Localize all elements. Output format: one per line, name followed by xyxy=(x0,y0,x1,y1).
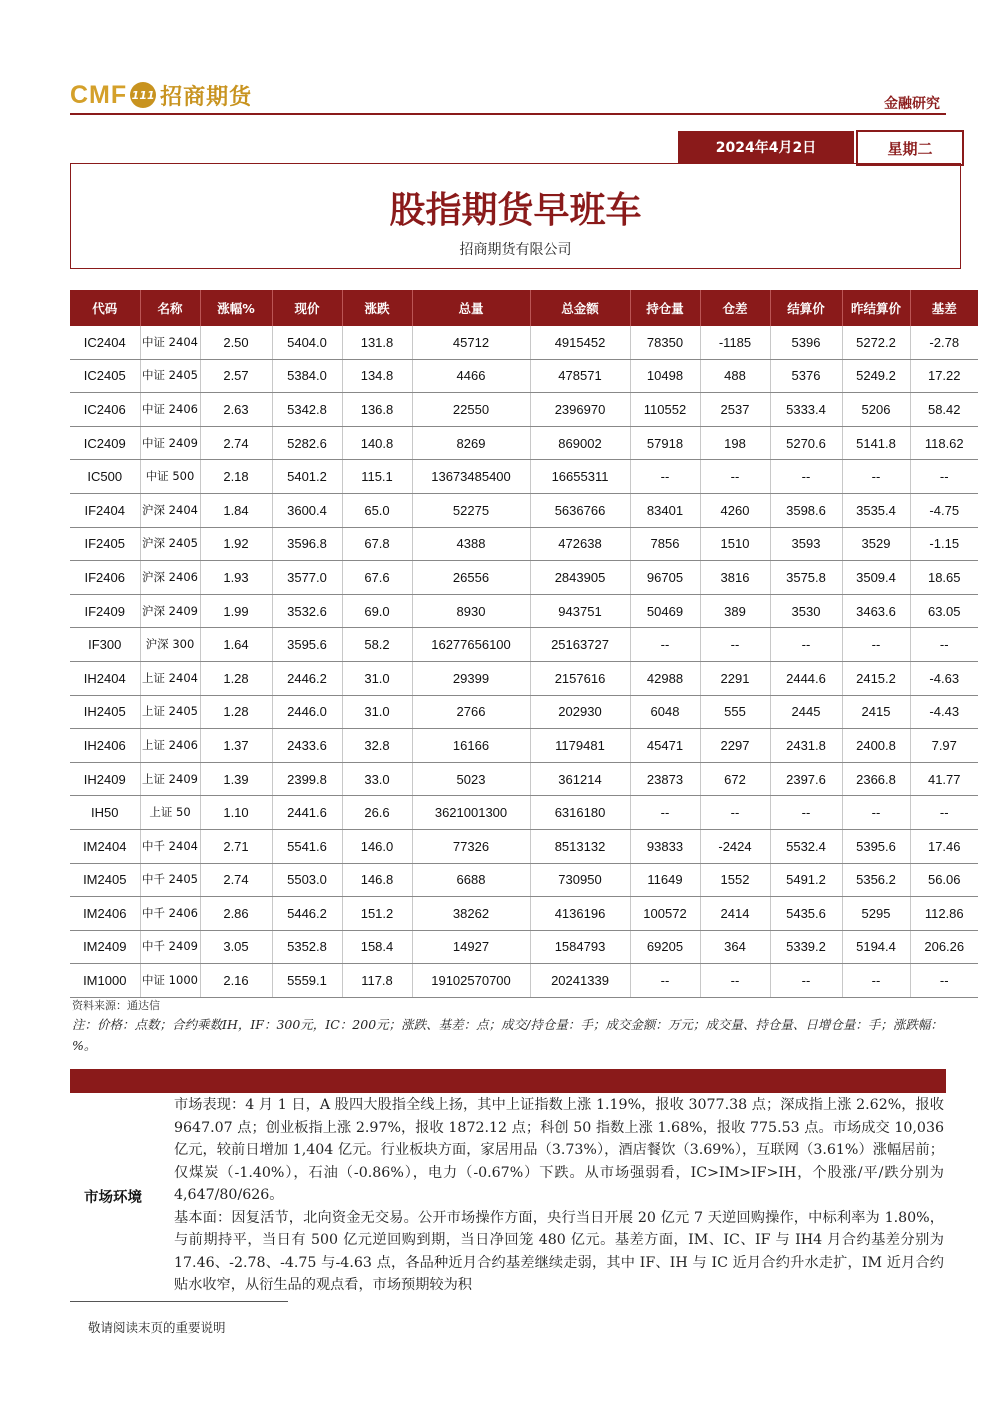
table-cell: 1.10 xyxy=(200,796,272,830)
table-cell: 5282.6 xyxy=(272,426,342,460)
table-cell: IH2405 xyxy=(70,695,140,729)
table-cell: 4260 xyxy=(700,493,770,527)
table-cell: 2441.6 xyxy=(272,796,342,830)
table-cell: -- xyxy=(700,628,770,662)
table-cell: 14927 xyxy=(412,930,530,964)
table-cell: 中证 500 xyxy=(140,460,200,494)
table-cell: 2446.0 xyxy=(272,695,342,729)
table-cell: 2.63 xyxy=(200,393,272,427)
table-body xyxy=(70,326,978,997)
table-cell: 5023 xyxy=(412,762,530,796)
table-cell: 2.86 xyxy=(200,897,272,931)
table-row xyxy=(70,561,978,595)
table-cell: 2445 xyxy=(770,695,842,729)
logo-badge-icon: 111 xyxy=(130,82,156,108)
table-cell: 488 xyxy=(700,359,770,393)
table-cell: -- xyxy=(630,460,700,494)
table-cell: 4136196 xyxy=(530,897,630,931)
table-cell: 3463.6 xyxy=(842,594,910,628)
table-cell: 2.16 xyxy=(200,964,272,998)
table-cell: IM1000 xyxy=(70,964,140,998)
table-cell: 77326 xyxy=(412,829,530,863)
table-cell: 5270.6 xyxy=(770,426,842,460)
table-cell: IM2409 xyxy=(70,930,140,964)
column-header: 涨跌 xyxy=(342,290,412,326)
table-cell: 131.8 xyxy=(342,326,412,359)
report-date: 2024年4月2日 xyxy=(678,131,854,163)
table-cell: 18.65 xyxy=(910,561,978,595)
table-cell: 10498 xyxy=(630,359,700,393)
table-cell: 3575.8 xyxy=(770,561,842,595)
table-cell: -- xyxy=(910,628,978,662)
table-row xyxy=(70,829,978,863)
table-cell: 沪深 300 xyxy=(140,628,200,662)
table-cell: 33.0 xyxy=(342,762,412,796)
table-cell: 中千 2409 xyxy=(140,930,200,964)
table-cell: 31.0 xyxy=(342,695,412,729)
table-cell: 2297 xyxy=(700,729,770,763)
table-cell: 20241339 xyxy=(530,964,630,998)
table-cell: 1179481 xyxy=(530,729,630,763)
table-cell: 2396970 xyxy=(530,393,630,427)
column-header: 总金额 xyxy=(530,290,630,326)
table-cell: 沪深 2404 xyxy=(140,493,200,527)
column-header: 结算价 xyxy=(770,290,842,326)
table-cell: 2.18 xyxy=(200,460,272,494)
table-cell: -2.78 xyxy=(910,326,978,359)
column-header: 总量 xyxy=(412,290,530,326)
table-cell: 17.22 xyxy=(910,359,978,393)
table-row xyxy=(70,326,978,359)
table-cell: -- xyxy=(630,628,700,662)
table-cell: 8269 xyxy=(412,426,530,460)
table-cell: 115.1 xyxy=(342,460,412,494)
table-cell: 3532.6 xyxy=(272,594,342,628)
table-cell: 3593 xyxy=(770,527,842,561)
market-commentary xyxy=(174,1094,944,1297)
table-cell: 65.0 xyxy=(342,493,412,527)
paragraph: 市场表现：4 月 1 日，A 股四大股指全线上扬，其中上证指数上涨 1.19%，报收 3077.38 点；深成指上涨 2.62%，报收 9647.07 点；创业板指上涨 2.97%，报收 1872.12 点；科创 50 指数上涨 1.68%，报收 775.53 点。市场成交 10,036 亿元，较前日增加 1,404 亿元。行业板块方面，家居用品（3.73%），酒店餐饮（3.69%），互联网（3.61%）涨幅居前；仅煤炭（-1.40%），石油（-0.86%），电力（-0.67%）下跌。从市场强弱看，IC>IM>IF>IH，个股涨/平/跌分别为 4,647/80/626。 xyxy=(174,1097,944,1203)
table-cell: 沪深 2405 xyxy=(140,527,200,561)
table-cell: 上证 2405 xyxy=(140,695,200,729)
table-cell: 5376 xyxy=(770,359,842,393)
table-cell: 中证 2404 xyxy=(140,326,200,359)
table-cell: -- xyxy=(630,796,700,830)
table-cell: 42988 xyxy=(630,661,700,695)
table-cell: IF2404 xyxy=(70,493,140,527)
table-cell: 5395.6 xyxy=(842,829,910,863)
table-cell: 上证 50 xyxy=(140,796,200,830)
table-cell: 69205 xyxy=(630,930,700,964)
table-cell: 5333.4 xyxy=(770,393,842,427)
table-cell: 2.71 xyxy=(200,829,272,863)
table-cell: 45471 xyxy=(630,729,700,763)
table-cell: 5636766 xyxy=(530,493,630,527)
table-cell: 5249.2 xyxy=(842,359,910,393)
table-row xyxy=(70,527,978,561)
column-header: 昨结算价 xyxy=(842,290,910,326)
table-cell: 78350 xyxy=(630,326,700,359)
table-cell: -1.15 xyxy=(910,527,978,561)
table-cell: IF2409 xyxy=(70,594,140,628)
table-cell: 26.6 xyxy=(342,796,412,830)
table-cell: 26556 xyxy=(412,561,530,595)
table-row xyxy=(70,460,978,494)
table-cell: 198 xyxy=(700,426,770,460)
table-cell: -- xyxy=(770,628,842,662)
table-row xyxy=(70,964,978,998)
table-cell: 50469 xyxy=(630,594,700,628)
table-cell: -4.63 xyxy=(910,661,978,695)
table-cell: 5491.2 xyxy=(770,863,842,897)
table-cell: 5206 xyxy=(842,393,910,427)
table-cell: IC2404 xyxy=(70,326,140,359)
table-cell: 2537 xyxy=(700,393,770,427)
table-cell: 4466 xyxy=(412,359,530,393)
table-cell: 151.2 xyxy=(342,897,412,931)
table-cell: 672 xyxy=(700,762,770,796)
table-cell: 67.8 xyxy=(342,527,412,561)
table-cell: 45712 xyxy=(412,326,530,359)
table-cell: 555 xyxy=(700,695,770,729)
table-cell: 11649 xyxy=(630,863,700,897)
table-cell: 1.92 xyxy=(200,527,272,561)
table-cell: 1.28 xyxy=(200,695,272,729)
table-cell: 1.37 xyxy=(200,729,272,763)
table-row xyxy=(70,359,978,393)
table-cell: 140.8 xyxy=(342,426,412,460)
table-cell: 5446.2 xyxy=(272,897,342,931)
table-cell: 1.84 xyxy=(200,493,272,527)
table-cell: 146.0 xyxy=(342,829,412,863)
footer-note: 敬请阅读末页的重要说明 xyxy=(88,1320,226,1335)
column-header: 名称 xyxy=(140,290,200,326)
table-cell: IM2404 xyxy=(70,829,140,863)
table-cell: 52275 xyxy=(412,493,530,527)
table-cell: 中证 2406 xyxy=(140,393,200,427)
table-cell: 3598.6 xyxy=(770,493,842,527)
table-cell: 23873 xyxy=(630,762,700,796)
table-cell: 31.0 xyxy=(342,661,412,695)
table-cell: IC2405 xyxy=(70,359,140,393)
table-cell: 沪深 2406 xyxy=(140,561,200,595)
table-cell: 869002 xyxy=(530,426,630,460)
table-cell: 29399 xyxy=(412,661,530,695)
table-cell: 5272.2 xyxy=(842,326,910,359)
table-cell: 2444.6 xyxy=(770,661,842,695)
table-cell: 2399.8 xyxy=(272,762,342,796)
table-cell: IF2405 xyxy=(70,527,140,561)
table-cell: 100572 xyxy=(630,897,700,931)
table-row xyxy=(70,695,978,729)
table-cell: -2424 xyxy=(700,829,770,863)
table-cell: IM2405 xyxy=(70,863,140,897)
table-cell: 5435.6 xyxy=(770,897,842,931)
table-cell: -- xyxy=(770,460,842,494)
table-cell: IH50 xyxy=(70,796,140,830)
table-cell: 5342.8 xyxy=(272,393,342,427)
company-logo xyxy=(70,80,252,110)
table-cell: 1584793 xyxy=(530,930,630,964)
table-cell: 2.74 xyxy=(200,426,272,460)
table-row xyxy=(70,762,978,796)
table-cell: 1.28 xyxy=(200,661,272,695)
table-cell: 83401 xyxy=(630,493,700,527)
table-cell: 5384.0 xyxy=(272,359,342,393)
table-cell: 117.8 xyxy=(342,964,412,998)
table-cell: 8930 xyxy=(412,594,530,628)
table-cell: 2.50 xyxy=(200,326,272,359)
table-cell: 364 xyxy=(700,930,770,964)
table-cell: 5295 xyxy=(842,897,910,931)
table-cell: 2400.8 xyxy=(842,729,910,763)
table-cell: 3509.4 xyxy=(842,561,910,595)
table-cell: 中证 1000 xyxy=(140,964,200,998)
column-header: 涨幅% xyxy=(200,290,272,326)
table-cell: 389 xyxy=(700,594,770,628)
table-cell: 69.0 xyxy=(342,594,412,628)
table-cell: 5532.4 xyxy=(770,829,842,863)
table-cell: 5541.6 xyxy=(272,829,342,863)
table-cell: -- xyxy=(910,964,978,998)
table-cell: IH2406 xyxy=(70,729,140,763)
table-cell: -4.43 xyxy=(910,695,978,729)
table-cell: 202930 xyxy=(530,695,630,729)
table-cell: 16166 xyxy=(412,729,530,763)
table-cell: 2.57 xyxy=(200,359,272,393)
table-cell: 63.05 xyxy=(910,594,978,628)
table-cell: 22550 xyxy=(412,393,530,427)
table-cell: 8513132 xyxy=(530,829,630,863)
header-rule xyxy=(70,113,946,115)
table-cell: 6688 xyxy=(412,863,530,897)
table-cell: IF300 xyxy=(70,628,140,662)
table-cell: 7856 xyxy=(630,527,700,561)
table-cell: IH2404 xyxy=(70,661,140,695)
column-header: 现价 xyxy=(272,290,342,326)
title-box xyxy=(70,163,961,269)
table-cell: 中证 2409 xyxy=(140,426,200,460)
table-cell: IM2406 xyxy=(70,897,140,931)
table-cell: 13673485400 xyxy=(412,460,530,494)
table-cell: 58.42 xyxy=(910,393,978,427)
table-cell: 158.4 xyxy=(342,930,412,964)
table-cell: 4915452 xyxy=(530,326,630,359)
table-cell: 2843905 xyxy=(530,561,630,595)
table-cell: -1185 xyxy=(700,326,770,359)
table-cell: IH2409 xyxy=(70,762,140,796)
table-cell: 1552 xyxy=(700,863,770,897)
table-header-row xyxy=(70,290,978,326)
company-name: 招商期货有限公司 xyxy=(459,242,572,258)
table-cell: -- xyxy=(910,460,978,494)
table-cell: 3529 xyxy=(842,527,910,561)
table-row xyxy=(70,729,978,763)
table-cell: IC2409 xyxy=(70,426,140,460)
table-cell: 206.26 xyxy=(910,930,978,964)
table-cell: 6316180 xyxy=(530,796,630,830)
table-row xyxy=(70,897,978,931)
table-cell: -- xyxy=(700,796,770,830)
table-cell: 19102570700 xyxy=(412,964,530,998)
table-row xyxy=(70,796,978,830)
table-cell: 5401.2 xyxy=(272,460,342,494)
table-cell: 730950 xyxy=(530,863,630,897)
table-cell: 3621001300 xyxy=(412,796,530,830)
table-cell: 7.97 xyxy=(910,729,978,763)
table-cell: 2157616 xyxy=(530,661,630,695)
column-header: 代码 xyxy=(70,290,140,326)
report-weekday: 星期二 xyxy=(856,130,964,166)
table-cell: 2433.6 xyxy=(272,729,342,763)
section-band xyxy=(70,1069,946,1093)
futures-table xyxy=(70,290,978,998)
table-cell: 5559.1 xyxy=(272,964,342,998)
table-cell: 136.8 xyxy=(342,393,412,427)
table-cell: 3595.6 xyxy=(272,628,342,662)
table-cell: 中千 2406 xyxy=(140,897,200,931)
table-cell: 25163727 xyxy=(530,628,630,662)
table-cell: 1510 xyxy=(700,527,770,561)
table-cell: 5352.8 xyxy=(272,930,342,964)
table-row xyxy=(70,493,978,527)
table-row xyxy=(70,863,978,897)
table-cell: 1.64 xyxy=(200,628,272,662)
table-cell: 2446.2 xyxy=(272,661,342,695)
table-cell: 5194.4 xyxy=(842,930,910,964)
table-cell: 2397.6 xyxy=(770,762,842,796)
table-cell: 146.8 xyxy=(342,863,412,897)
table-cell: 中千 2405 xyxy=(140,863,200,897)
table-cell: 中千 2404 xyxy=(140,829,200,863)
table-cell: 16655311 xyxy=(530,460,630,494)
table-cell: 2291 xyxy=(700,661,770,695)
table-cell: 1.39 xyxy=(200,762,272,796)
table-cell: 110552 xyxy=(630,393,700,427)
table-cell: 3816 xyxy=(700,561,770,595)
table-cell: 67.6 xyxy=(342,561,412,595)
table-cell: 3600.4 xyxy=(272,493,342,527)
table-cell: 3577.0 xyxy=(272,561,342,595)
data-source: 资料来源：通达信 xyxy=(72,999,160,1012)
table-cell: IF2406 xyxy=(70,561,140,595)
paragraph: 基本面：因复活节，北向资金无交易。公开市场操作方面，央行当日开展 20 亿元 7 天逆回购操作，中标利率为 1.80%，与前期持平，当日有 500 亿元逆回购到期，当日净回笼 480 亿元。基差方面，IM、IC、IF 与 IH4 月合约基差分别为 17.46、-2.78、-4.75 与-4.63 点，各品种近月合约基差继续走弱，其中 IF、IH 与 IC 近月合约升水走扩，IM 近月合约贴水收窄，从衍生品的观点看，市场预期较为积 xyxy=(174,1209,944,1293)
table-cell: 478571 xyxy=(530,359,630,393)
logo-latin: CMF xyxy=(70,80,128,109)
table-cell: -- xyxy=(842,628,910,662)
table-cell: 41.77 xyxy=(910,762,978,796)
table-cell: 134.8 xyxy=(342,359,412,393)
table-cell: 17.46 xyxy=(910,829,978,863)
table-cell: 93833 xyxy=(630,829,700,863)
table-cell: 5396 xyxy=(770,326,842,359)
table-cell: 1.99 xyxy=(200,594,272,628)
table-cell: 38262 xyxy=(412,897,530,931)
table-row xyxy=(70,930,978,964)
table-cell: 2.74 xyxy=(200,863,272,897)
table-cell: 上证 2404 xyxy=(140,661,200,695)
table-cell: 943751 xyxy=(530,594,630,628)
table-cell: 5339.2 xyxy=(770,930,842,964)
table-cell: 1.93 xyxy=(200,561,272,595)
table-cell: 2415 xyxy=(842,695,910,729)
table-row xyxy=(70,426,978,460)
section-tag: 金融研究 xyxy=(884,96,940,112)
table-cell: 3596.8 xyxy=(272,527,342,561)
table-cell: 5356.2 xyxy=(842,863,910,897)
table-cell: -- xyxy=(770,796,842,830)
table-cell: 57918 xyxy=(630,426,700,460)
page-title: 股指期货早班车 xyxy=(389,189,642,231)
table-cell: IC2406 xyxy=(70,393,140,427)
column-header: 持仓量 xyxy=(630,290,700,326)
table-cell: 16277656100 xyxy=(412,628,530,662)
table-cell: 3.05 xyxy=(200,930,272,964)
table-cell: 4388 xyxy=(412,527,530,561)
table-cell: 上证 2409 xyxy=(140,762,200,796)
column-header: 基差 xyxy=(910,290,978,326)
table-cell: 96705 xyxy=(630,561,700,595)
table-cell: 118.62 xyxy=(910,426,978,460)
table-cell: 6048 xyxy=(630,695,700,729)
table-cell: 5404.0 xyxy=(272,326,342,359)
table-cell: 32.8 xyxy=(342,729,412,763)
table-cell: -- xyxy=(842,796,910,830)
table-cell: 5141.8 xyxy=(842,426,910,460)
table-cell: -- xyxy=(630,964,700,998)
table-cell: 5503.0 xyxy=(272,863,342,897)
table-cell: 361214 xyxy=(530,762,630,796)
market-label: 市场环境 xyxy=(84,1190,142,1206)
table-cell: -- xyxy=(910,796,978,830)
logo-chinese: 招商期货 xyxy=(160,84,253,110)
table-cell: 沪深 2409 xyxy=(140,594,200,628)
table-cell: 472638 xyxy=(530,527,630,561)
table-cell: -- xyxy=(700,460,770,494)
table-cell: -4.75 xyxy=(910,493,978,527)
table-cell: 56.06 xyxy=(910,863,978,897)
table-cell: 58.2 xyxy=(342,628,412,662)
column-header: 仓差 xyxy=(700,290,770,326)
table-cell: 2366.8 xyxy=(842,762,910,796)
table-cell: IC500 xyxy=(70,460,140,494)
table-row xyxy=(70,594,978,628)
table-cell: 2766 xyxy=(412,695,530,729)
footer-rule xyxy=(70,1301,288,1302)
table-cell: 中证 2405 xyxy=(140,359,200,393)
table-cell: 112.86 xyxy=(910,897,978,931)
table-cell: 2415.2 xyxy=(842,661,910,695)
table-row xyxy=(70,393,978,427)
table-note: 注：价格：点数；合约乘数IH，IF：300元，IC：200元；涨跌、基差：点；成交/持仓量：手；成交金额：万元；成交量、持仓量、日增仓量：手；涨跌幅：%。 xyxy=(72,1017,943,1053)
table-row xyxy=(70,661,978,695)
table-cell: -- xyxy=(842,460,910,494)
table-cell: 2431.8 xyxy=(770,729,842,763)
table-cell: 3535.4 xyxy=(842,493,910,527)
table-cell: -- xyxy=(700,964,770,998)
table-row xyxy=(70,628,978,662)
table-cell: 上证 2406 xyxy=(140,729,200,763)
table-cell: 3530 xyxy=(770,594,842,628)
table-cell: 2414 xyxy=(700,897,770,931)
table-cell: -- xyxy=(842,964,910,998)
table-cell: -- xyxy=(770,964,842,998)
